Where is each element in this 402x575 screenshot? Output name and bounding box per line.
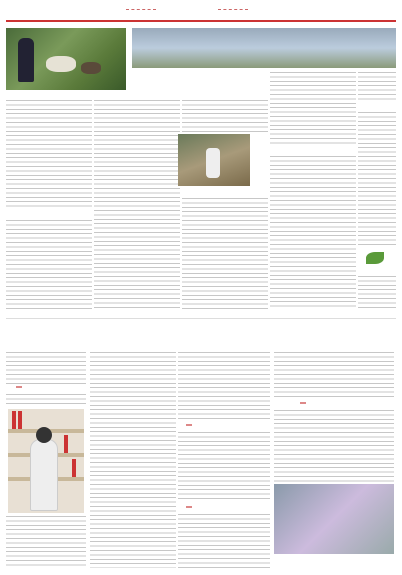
story1-text-column bbox=[358, 112, 396, 248]
story2-text-column bbox=[6, 516, 86, 568]
story1-text-column bbox=[358, 276, 396, 310]
story1-text-column bbox=[182, 100, 268, 132]
book bbox=[12, 411, 16, 429]
section-dash-right bbox=[218, 9, 248, 10]
story-divider bbox=[6, 318, 396, 319]
story2-text-column bbox=[6, 394, 86, 406]
masthead-rule bbox=[6, 20, 396, 22]
book bbox=[18, 411, 22, 429]
story2-text-column bbox=[274, 352, 394, 400]
farmer-figure bbox=[18, 38, 34, 82]
leaf-icon bbox=[366, 252, 384, 264]
story2-text-column bbox=[178, 432, 270, 502]
story1-text-column bbox=[6, 100, 92, 210]
section-dash-left bbox=[126, 9, 156, 10]
story2-subhead bbox=[186, 424, 192, 426]
brown-goat-figure bbox=[81, 62, 101, 74]
story2-text-column bbox=[178, 352, 270, 422]
goat-farm-photo bbox=[6, 28, 126, 90]
story1-text-column bbox=[270, 156, 356, 310]
book bbox=[72, 459, 76, 477]
story1-text-column bbox=[270, 72, 356, 147]
official-head bbox=[36, 427, 52, 443]
story2-subhead bbox=[16, 386, 22, 388]
story2-text-column bbox=[178, 514, 270, 568]
story1-text-column bbox=[94, 100, 180, 310]
book bbox=[64, 435, 68, 453]
landscape-banner-photo bbox=[132, 28, 396, 68]
story1-text-column bbox=[358, 72, 396, 102]
village-scene-photo bbox=[274, 484, 394, 554]
story1-text-column bbox=[182, 198, 268, 310]
story1-text-column bbox=[6, 220, 92, 310]
story2-text-column bbox=[274, 410, 394, 482]
goat-pen-photo bbox=[178, 134, 250, 186]
white-goat-figure bbox=[206, 148, 220, 178]
official-at-bookshelf-photo bbox=[8, 409, 84, 513]
story2-text-column bbox=[6, 352, 86, 384]
white-goat-figure bbox=[46, 56, 76, 72]
story2-text-column bbox=[90, 352, 176, 568]
story2-subhead bbox=[300, 402, 306, 404]
story2-subhead bbox=[186, 506, 192, 508]
masthead bbox=[6, 3, 396, 19]
official-figure bbox=[30, 439, 58, 511]
